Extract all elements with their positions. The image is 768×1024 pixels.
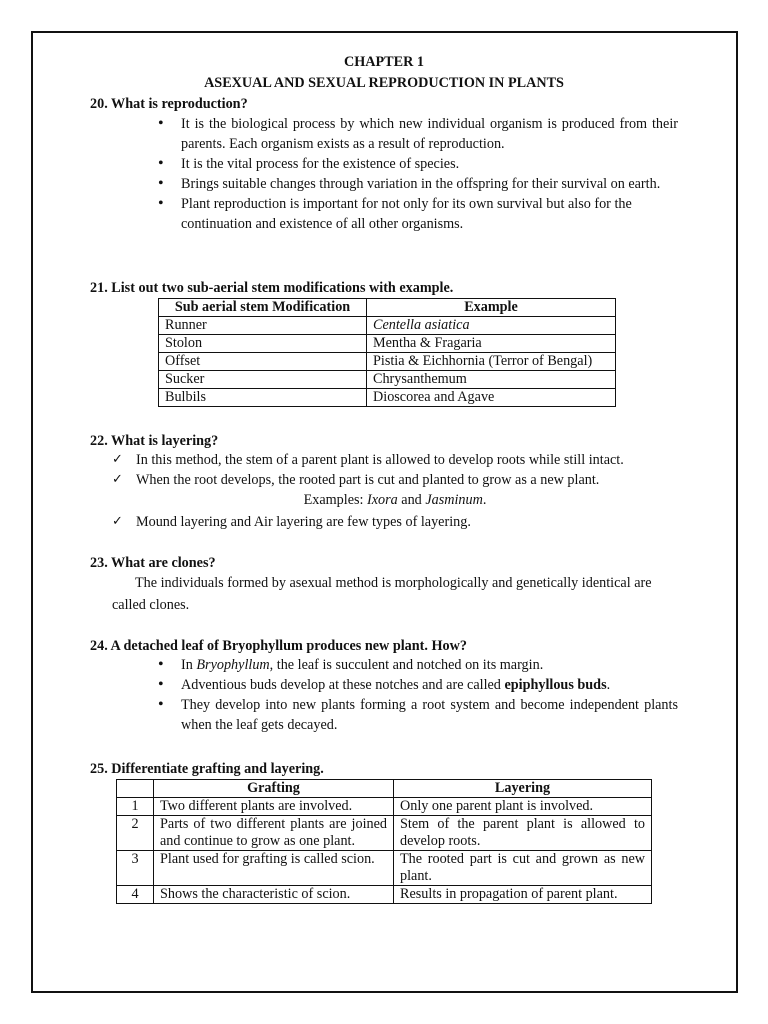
table-header-row <box>117 780 652 798</box>
grafting-layering-table <box>116 779 652 904</box>
table-row <box>159 317 616 335</box>
example-jasminum: Jasminum <box>425 492 483 508</box>
table-cell: The rooted part is cut and grown as new plant. <box>394 851 652 886</box>
table-header: Layering <box>394 780 652 798</box>
table-cell: Stem of the parent plant is allowed to develop roots. <box>394 816 652 851</box>
q24-bullet-1 <box>158 655 678 675</box>
q20-bullet-3: • Brings suitable changes through variation in the offspring for their survival on earth. <box>158 174 678 194</box>
table-row <box>117 886 652 904</box>
table-header: Grafting <box>154 780 394 798</box>
q20-bullet-4: • Plant reproduction is important for not only for its own survival but also for the continuation and existence of all other organisms. <box>158 194 678 234</box>
q24-bullet-3: • They develop into new plants forming a root system and become independent plants when the leaf gets decayed. <box>158 695 678 735</box>
table-cell: Mentha & Fragaria <box>367 335 616 353</box>
table-cell: 1 <box>117 798 154 816</box>
table-cell: Results in propagation of parent plant. <box>394 886 652 904</box>
example-ixora: Ixora <box>367 492 398 508</box>
examples-suffix: . <box>482 492 487 508</box>
table-cell: Shows the characteristic of scion. <box>154 886 394 904</box>
table-cell: Runner <box>159 317 367 335</box>
q24-b2-bold: epiphyllous buds <box>504 677 607 693</box>
table-row <box>159 353 616 371</box>
q24-b1-rest: , the leaf is succulent and notched on its margin. <box>269 657 544 673</box>
q23-answer: The individuals formed by asexual method is morphologically and genetically identical are called clones. <box>112 575 652 613</box>
table-header <box>117 780 154 798</box>
table-row <box>117 851 652 886</box>
table-header: Example <box>367 299 616 317</box>
table-cell: 4 <box>117 886 154 904</box>
table-row <box>117 798 652 816</box>
table-row <box>159 371 616 389</box>
q24-b2-prefix: Adventious buds develop at these notches and are called <box>181 677 505 693</box>
q24-bullet-2 <box>158 675 678 695</box>
q22-check-3: ✓ Mound layering and Air layering are few types of layering. <box>112 512 678 532</box>
q24-b2-rest: . <box>606 677 611 693</box>
table-cell: Parts of two different plants are joined and continue to grow as one plant. <box>154 816 394 851</box>
question-23: 23. What are clones? <box>90 555 216 571</box>
table-row <box>117 816 652 851</box>
table-cell: 3 <box>117 851 154 886</box>
table-cell: Pistia & Eichhornia (Terror of Bengal) <box>367 353 616 371</box>
question-21: 21. List out two sub-aerial stem modifications with example. <box>90 280 454 296</box>
table-cell: Dioscorea and Agave <box>367 389 616 407</box>
examples-joiner: and <box>397 492 426 508</box>
table-cell: Offset <box>159 353 367 371</box>
table-header-row <box>159 299 616 317</box>
question-24: 24. A detached leaf of Bryophyllum produces new plant. How? <box>90 638 467 654</box>
q22-check-2: ✓ When the root develops, the rooted part is cut and planted to grow as a new plant. <box>112 470 678 490</box>
q20-bullet-1: • It is the biological process by which new individual organism is produced from their parents. Each organism exists as a result of reproduction. <box>158 114 678 154</box>
question-20: 20. What is reproduction? <box>90 96 248 112</box>
table-cell: Chrysanthemum <box>367 371 616 389</box>
table-cell: Sucker <box>159 371 367 389</box>
table-cell: 2 <box>117 816 154 851</box>
examples-prefix: Examples: <box>303 492 367 508</box>
question-25: 25. Differentiate grafting and layering. <box>90 761 324 777</box>
table-cell: Only one parent plant is involved. <box>394 798 652 816</box>
chapter-title: ASEXUAL AND SEXUAL REPRODUCTION IN PLANTS <box>204 75 564 91</box>
q24-bullet-list <box>158 655 678 735</box>
table-cell: Stolon <box>159 335 367 353</box>
q24-b1-prefix: In <box>181 657 197 673</box>
q22-check-list <box>112 450 678 532</box>
chapter-label: CHAPTER 1 <box>343 54 424 70</box>
stem-modification-table <box>158 298 616 407</box>
q20-bullet-2: • It is the vital process for the existence of species. <box>158 154 678 174</box>
q24-b1-italic: Bryophyllum <box>196 657 270 673</box>
table-cell: Bulbils <box>159 389 367 407</box>
q22-examples <box>112 490 678 510</box>
table-cell: Two different plants are involved. <box>154 798 394 816</box>
question-22: 22. What is layering? <box>90 433 219 449</box>
table-cell: Plant used for grafting is called scion. <box>154 851 394 886</box>
table-cell: Centella asiatica <box>367 317 616 335</box>
table-header: Sub aerial stem Modification <box>159 299 367 317</box>
q22-check-1: ✓ In this method, the stem of a parent plant is allowed to develop roots while still intact. <box>112 450 678 470</box>
table-row <box>159 335 616 353</box>
table-row <box>159 389 616 407</box>
q20-bullet-list <box>158 114 678 234</box>
